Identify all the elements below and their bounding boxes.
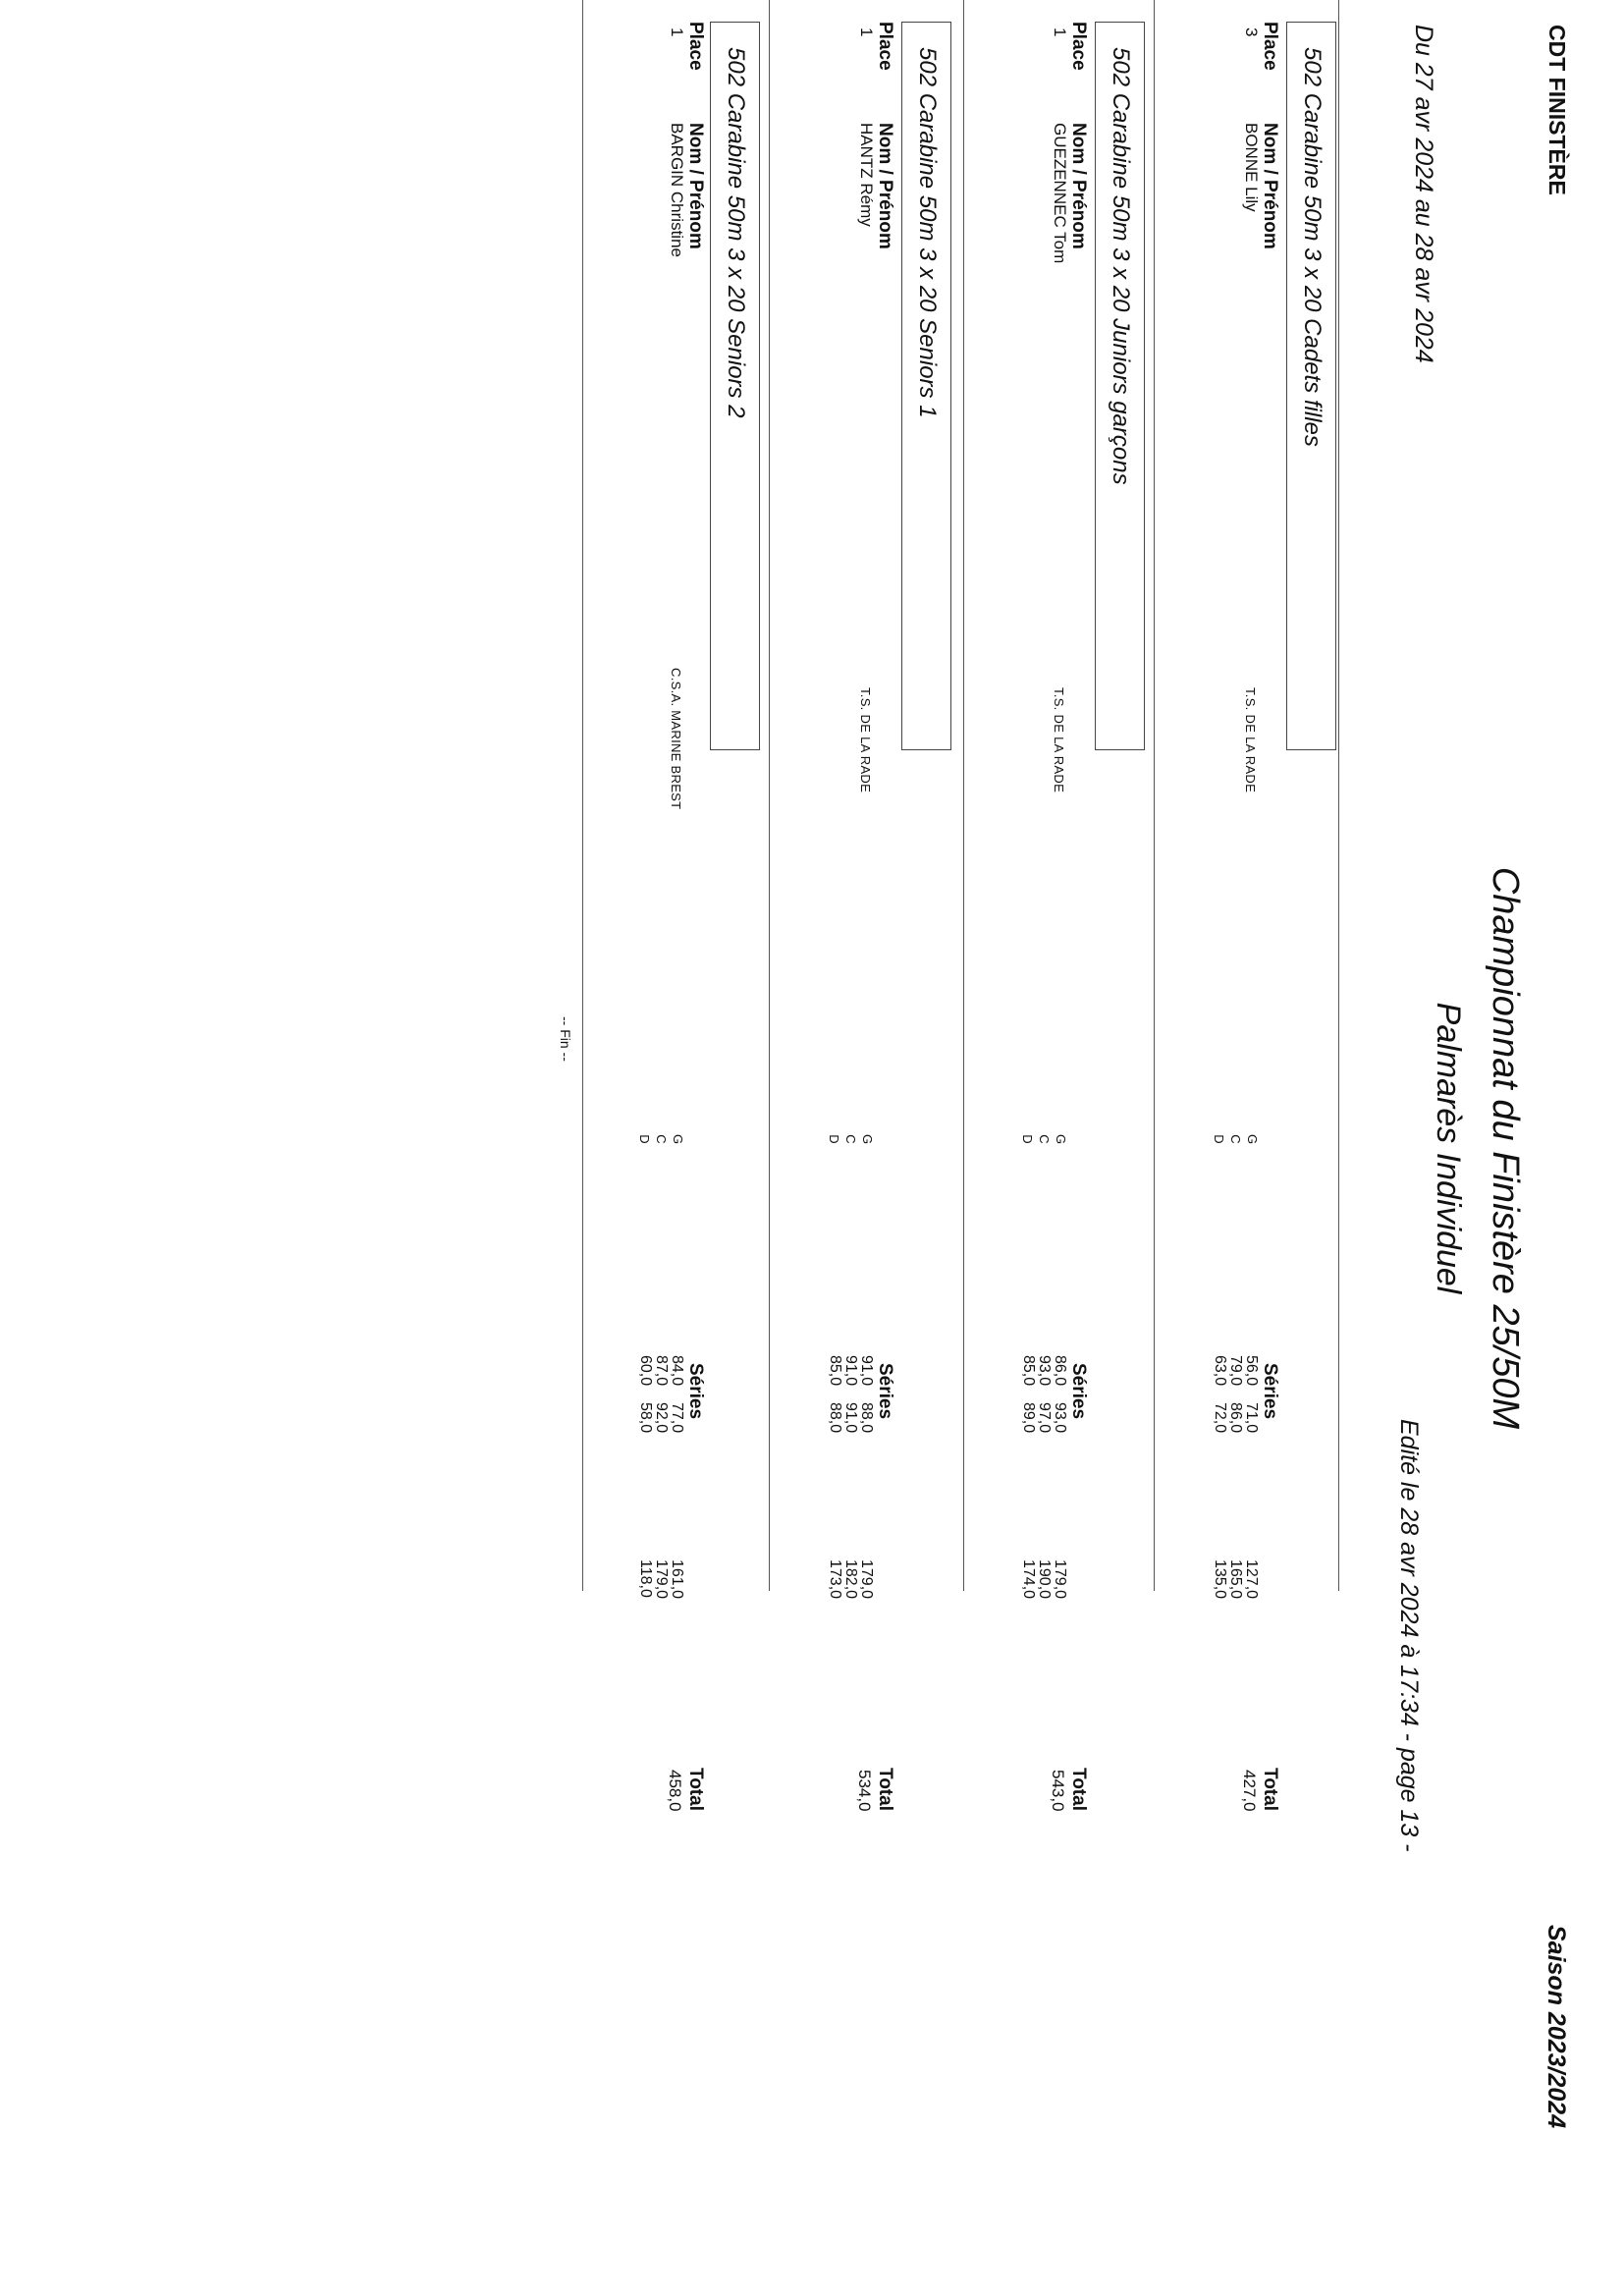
divider [769,0,770,1591]
place-value: 1 [668,27,686,37]
place-header: Place [1260,22,1280,71]
name-header: Nom / Prénom [1068,123,1089,249]
category-title: 502 Carabine 50m 3 x 20 Seniors 1 [901,22,951,750]
name-header: Nom / Prénom [685,123,706,249]
name-header: Nom / Prénom [875,123,895,249]
end-marker: -- Fin -- [558,1016,573,1062]
club-name: T.S. DE LA RADE [1052,687,1066,793]
place-header: Place [685,22,706,71]
position-subtotals: 161,0 179,0 118,0 [637,1559,685,1600]
divider [582,0,583,1591]
total-score: 543,0 [1049,1770,1067,1812]
place-header: Place [875,22,895,71]
place-value: 3 [1242,27,1261,37]
place-header: Place [1068,22,1089,71]
category-title: 502 Carabine 50m 3 x 20 Juniors garçons [1095,22,1145,750]
club-name: T.S. DE LA RADE [1243,687,1258,793]
organization-name: CDT FINISTÈRE [1544,25,1570,195]
series-header: Séries [685,1363,706,1420]
athlete-name: BARGIN Christine [668,123,686,257]
series-scores: 84,077,0 87,092,0 60,058,0 [637,1355,685,1434]
position-subtotals: 179,0 190,0 174,0 [1020,1559,1068,1600]
category-title: 502 Carabine 50m 3 x 20 Seniors 2 [710,22,760,750]
name-header: Nom / Prénom [1260,123,1280,249]
athlete-name: BONNE Lily [1242,123,1261,212]
total-score: 427,0 [1240,1770,1259,1812]
place-value: 1 [1051,27,1069,37]
athlete-name: HANTZ Rémy [857,123,876,227]
total-header: Total [1068,1768,1089,1811]
page-title: Championnat du Finistère 25/50M [1485,866,1526,1430]
series-scores: 86,093,0 93,097,0 85,089,0 [1020,1355,1068,1434]
series-header: Séries [1068,1363,1089,1420]
edition-info: Edité le 28 avr 2024 à 17:34 - page 13 - [1395,1419,1423,1852]
total-header: Total [1260,1768,1280,1811]
position-subtotals: 127,0 165,0 135,0 [1212,1559,1260,1600]
season-label: Saison 2023/2024 [1543,1925,1570,2129]
shooting-positions: G C D [827,1133,875,1145]
divider [963,0,964,1591]
divider [1338,0,1339,1591]
shooting-positions: G C D [1212,1133,1260,1145]
place-value: 1 [857,27,876,37]
position-subtotals: 179,0 182,0 173,0 [827,1559,875,1600]
shooting-positions: G C D [637,1133,685,1145]
event-dates: Du 27 avr 2024 au 28 avr 2024 [1410,25,1437,363]
club-name: T.S. DE LA RADE [858,687,873,793]
series-scores: 91,088,0 91,091,0 85,088,0 [827,1355,875,1434]
series-header: Séries [1260,1363,1280,1420]
shooting-positions: G C D [1020,1133,1068,1145]
club-name: C.S.A. MARINE BREST [669,668,683,810]
total-score: 458,0 [666,1770,684,1812]
page-subtitle: Palmarès Individuel [1430,1002,1467,1294]
athlete-name: GUEZENNEC Tom [1051,123,1069,264]
total-header: Total [875,1768,895,1811]
total-score: 534,0 [855,1770,874,1812]
series-header: Séries [875,1363,895,1420]
total-header: Total [685,1768,706,1811]
category-title: 502 Carabine 50m 3 x 20 Cadets filles [1286,22,1336,750]
series-scores: 56,071,0 79,086,0 63,072,0 [1212,1355,1260,1434]
divider [1154,0,1155,1591]
